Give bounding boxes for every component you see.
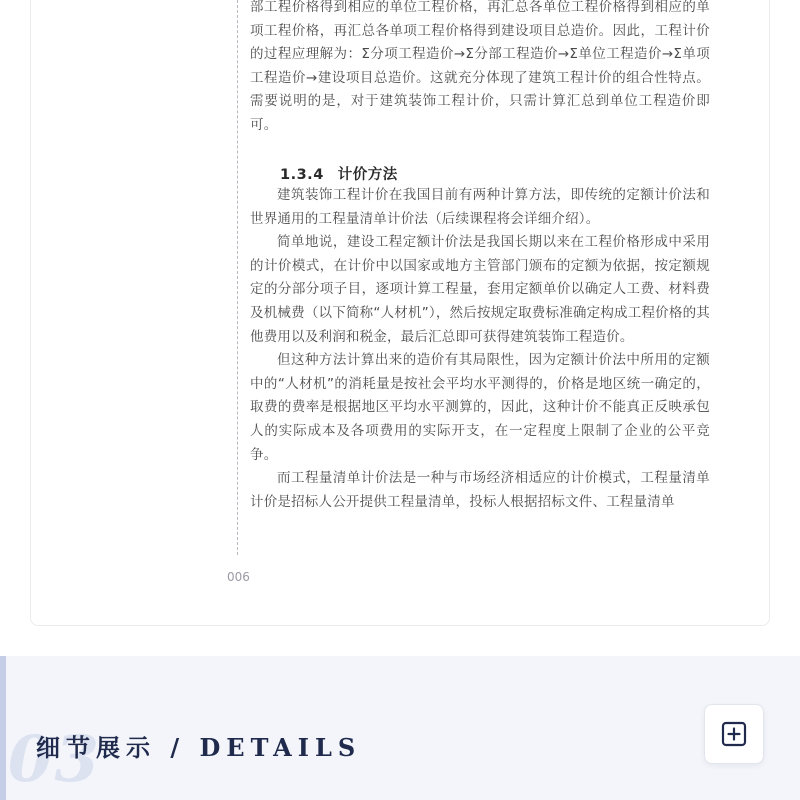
body-paragraph: 简单地说，建设工程定额计价法是我国长期以来在工程价格形成中采用的计价模式，在计价中以国家或地方主管部门颁布的定额为依据，按定额规定的分部分项子目，逐项计算工程量，套用定额单价以确定人工费、材料费及机械费（以下简称“人材机”），然后按规定取费标准确定构成工程价格的其他费用以及利润和税金，最后汇总即可获得建筑装饰工程造价。 [250,234,710,345]
top-paragraph: 部工程价格得到相应的单位工程价格，再汇总各单位工程价格得到相应的单项工程价格，再汇总各单项工程价格得到建设项目总造价。因此，工程计价的过程应理解为：Σ分项工程造价→Σ分部工程造价→Σ单位工程造价→Σ单项工程造价→建设项目总造价。这就充分体现了建筑工程计价的组合性特点。需要说明的是，对于建筑装饰工程计价，只需计算汇总到单位工程造价即可。 [250,0,710,133]
body-paragraph: 建筑装饰工程计价在我国目前有两种计算方法，即传统的定额计价法和世界通用的工程量清单计价法（后续课程将会详细介绍）。 [250,187,710,227]
section-number: 1.3.4 [280,167,324,183]
margin-divider [237,0,238,555]
section-heading [280,163,398,184]
details-accent-bar [0,656,6,800]
body-text-block [250,184,710,514]
section-title: 计价方法 [337,167,398,183]
top-text-block [250,0,710,138]
details-watermark: 03 [8,722,102,797]
details-title: 细节展示 / DETAILS [36,733,362,762]
page-number: 006 [227,570,250,584]
plus-square-icon [721,721,747,747]
expand-button[interactable] [704,704,764,764]
body-paragraph: 而工程量清单计价法是一种与市场经济相适应的计价模式，工程量清单计价是招标人公开提供工程量清单，投标人根据招标文件、工程量清单 [250,470,710,510]
body-paragraph: 但这种方法计算出来的造价有其局限性，因为定额计价法中所用的定额中的“人材机”的消耗量是按社会平均水平测得的，价格是地区统一确定的，取费的费率是根据地区平均水平测算的，因此，这种计价不能真正反映承包人的实际成本及各项费用的实际开支，在一定程度上限制了企业的公平竞争。 [250,352,710,463]
